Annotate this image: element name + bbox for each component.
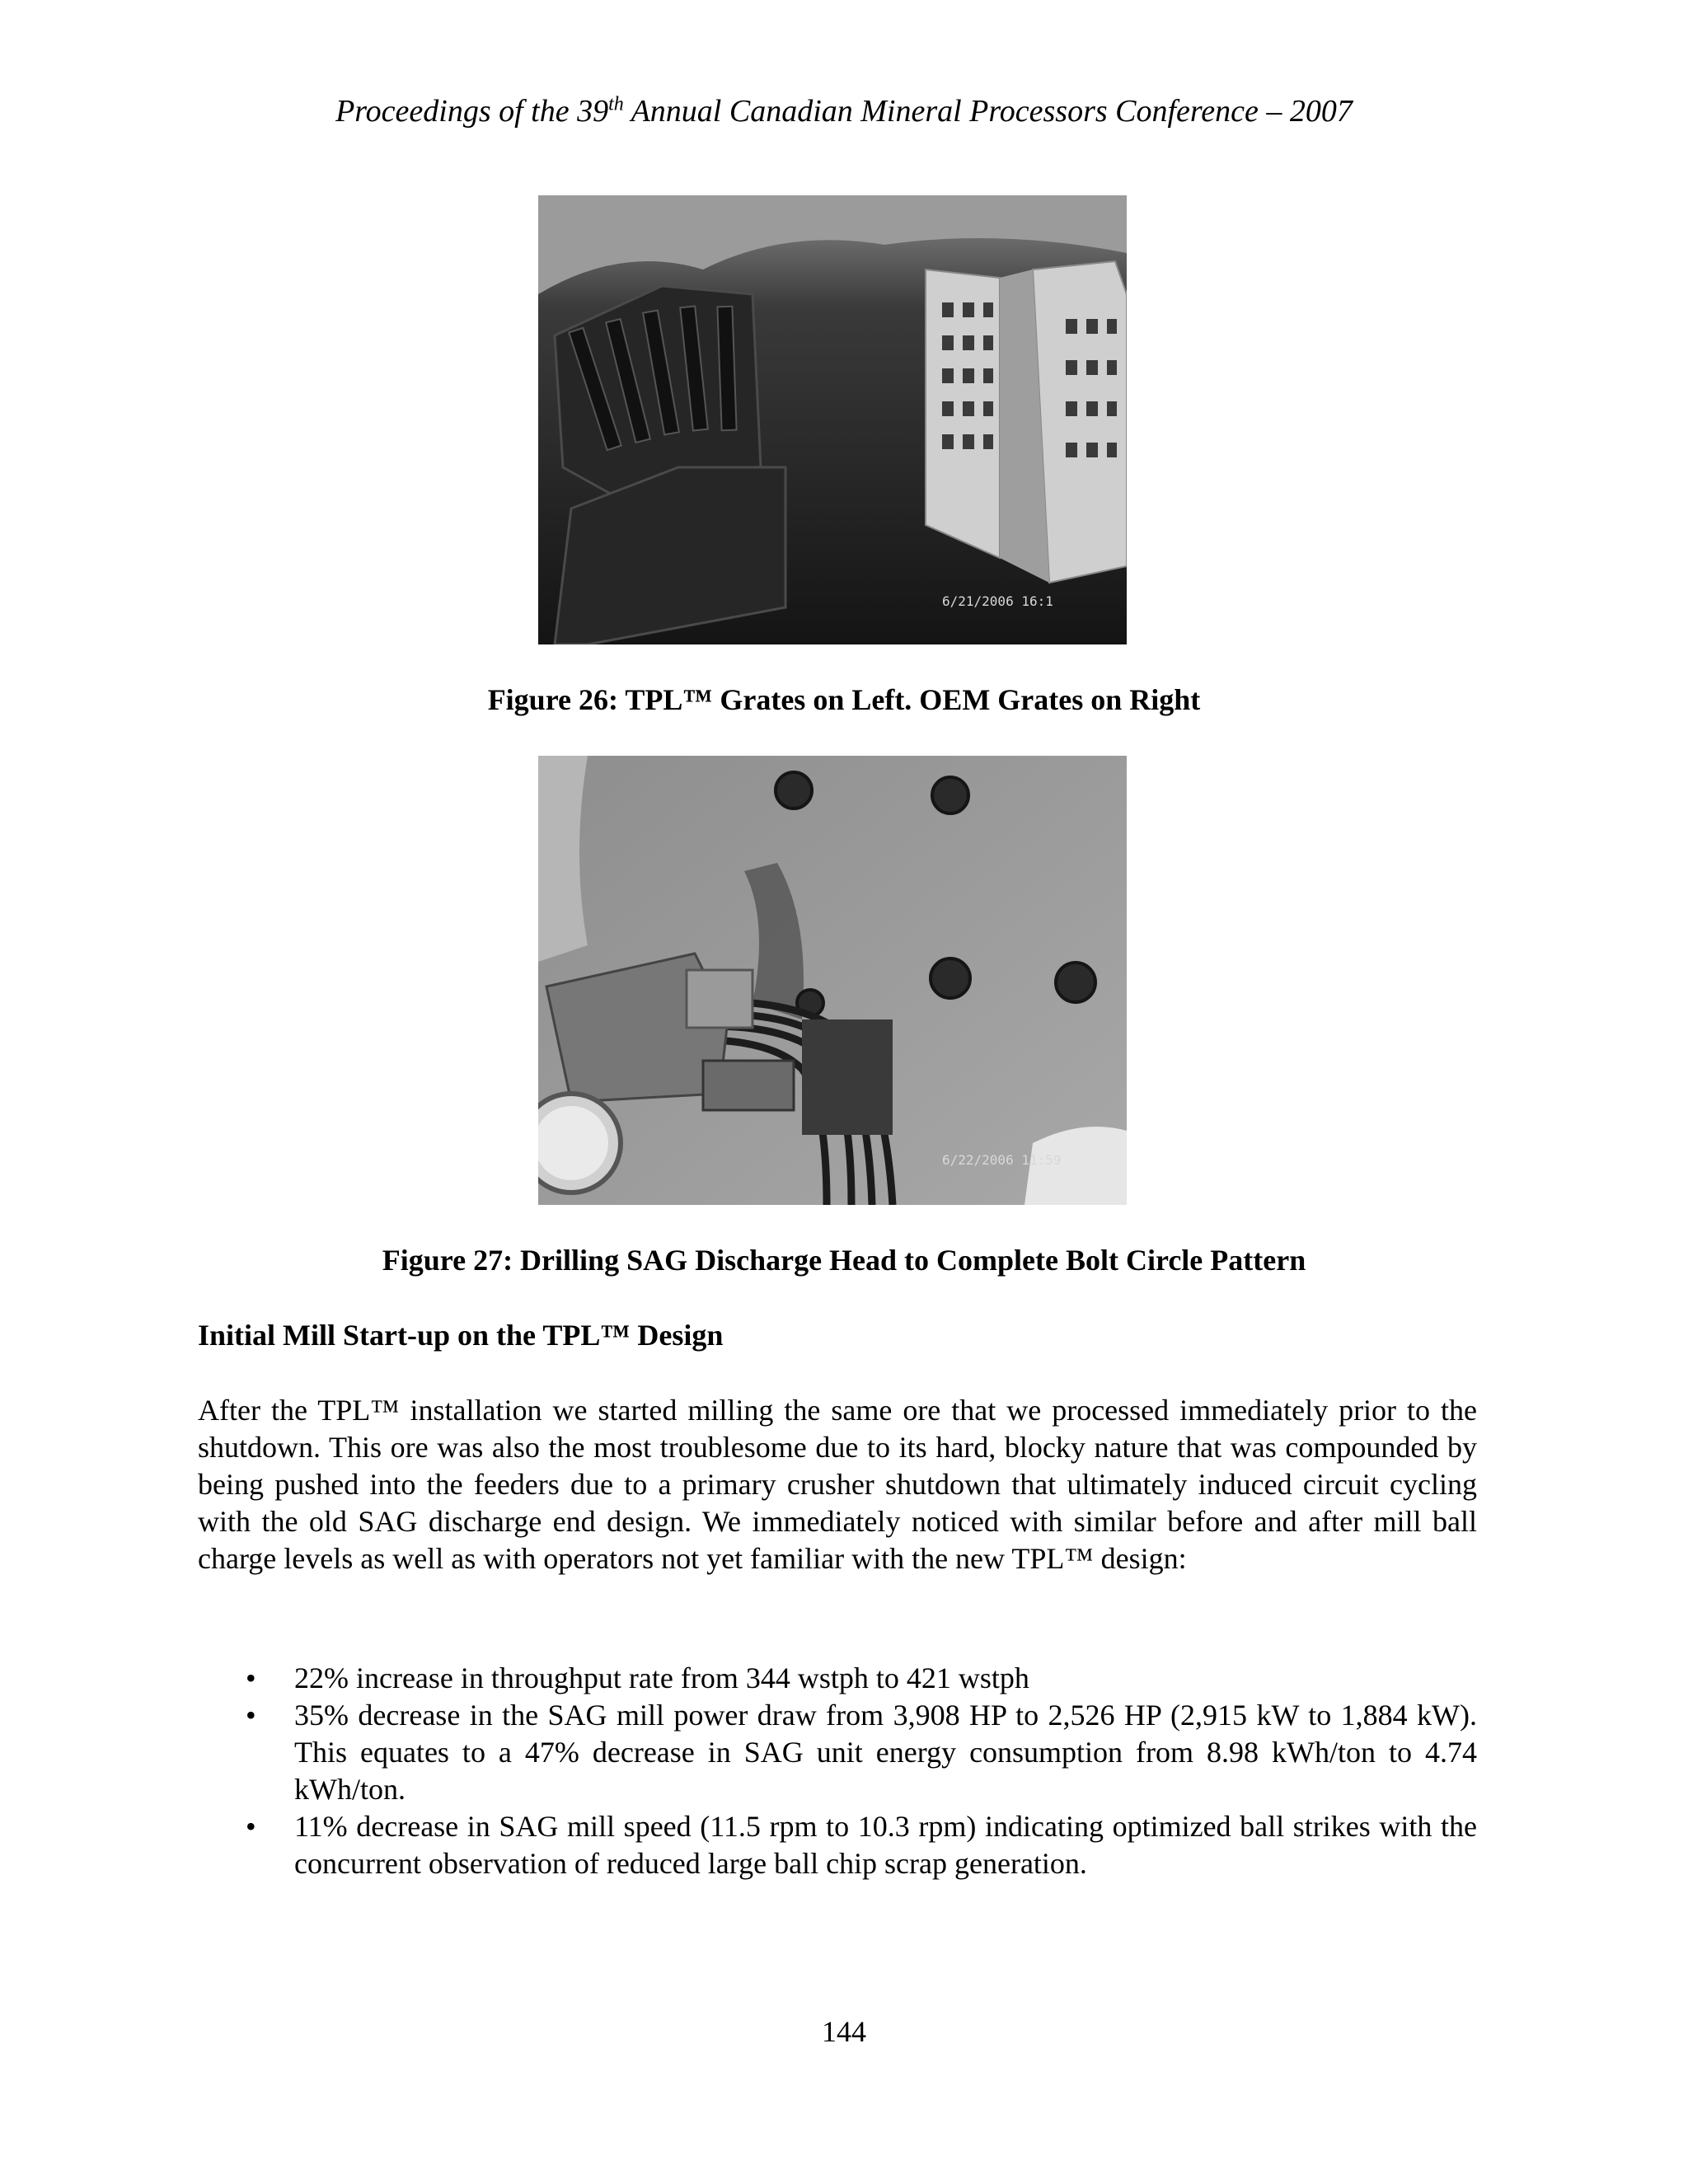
figure-27-photo — [538, 756, 1127, 1205]
drilling-photo-illustration — [538, 756, 1127, 1205]
photo-timestamp: 6/21/2006 16:1 — [942, 593, 1053, 609]
list-item — [198, 1808, 1477, 1882]
photo-timestamp: 6/22/2006 11:59 — [942, 1152, 1062, 1168]
section-heading: Initial Mill Start-up on the TPL™ Design — [198, 1319, 724, 1352]
findings-list — [198, 1660, 1477, 1882]
list-item — [198, 1660, 1477, 1697]
figure-26-caption: Figure 26: TPL™ Grates on Left. OEM Grates on Right — [487, 683, 1201, 716]
page-number: 144 — [822, 2015, 866, 2048]
bullet-glyph: • — [246, 1661, 256, 1694]
figure-27-caption: Figure 27: Drilling SAG Discharge Head to Complete Bolt Circle Pattern — [382, 1244, 1306, 1277]
figure-26-photo — [538, 195, 1127, 644]
list-item-text: 11% decrease in SAG mill speed (11.5 rpm to 10.3 rpm) indicating optimized ball strikes with the concurrent observation of reduced large ball chip scrap generation. — [294, 1810, 1477, 1880]
body-paragraph: After the TPL™ installation we started milling the same ore that we processed immediately prior to the shutdown. This ore was also the most troublesome due to its hard, blocky nature that was compounded by being pushed into the feeders due to a primary crusher shutdown that ultimately induced circuit cycling with the old SAG discharge end design. We immediately noticed with similar before and after mill ball charge levels as well as with operators not yet familiar with the new TPL™ design: — [198, 1394, 1477, 1575]
list-item-text: 35% decrease in the SAG mill power draw from 3,908 HP to 2,526 HP (2,915 kW to 1,884 kW). This equates to a 47% decrease in SAG unit energy consumption from 8.98 kWh/ton to 4.74 kWh/ton. — [294, 1699, 1477, 1806]
header-text: Proceedings of the 39 — [335, 94, 609, 129]
list-item — [198, 1697, 1477, 1808]
grates-photo-illustration — [538, 195, 1127, 644]
header-text-rest: Annual Canadian Mineral Processors Conference – 2007 — [623, 94, 1353, 129]
running-header — [0, 92, 1688, 130]
header-superscript: th — [608, 93, 624, 115]
bullet-glyph: • — [246, 1699, 256, 1732]
list-item-text: 22% increase in throughput rate from 344 wstph to 421 wstph — [294, 1661, 1029, 1694]
bullet-glyph: • — [246, 1810, 256, 1843]
